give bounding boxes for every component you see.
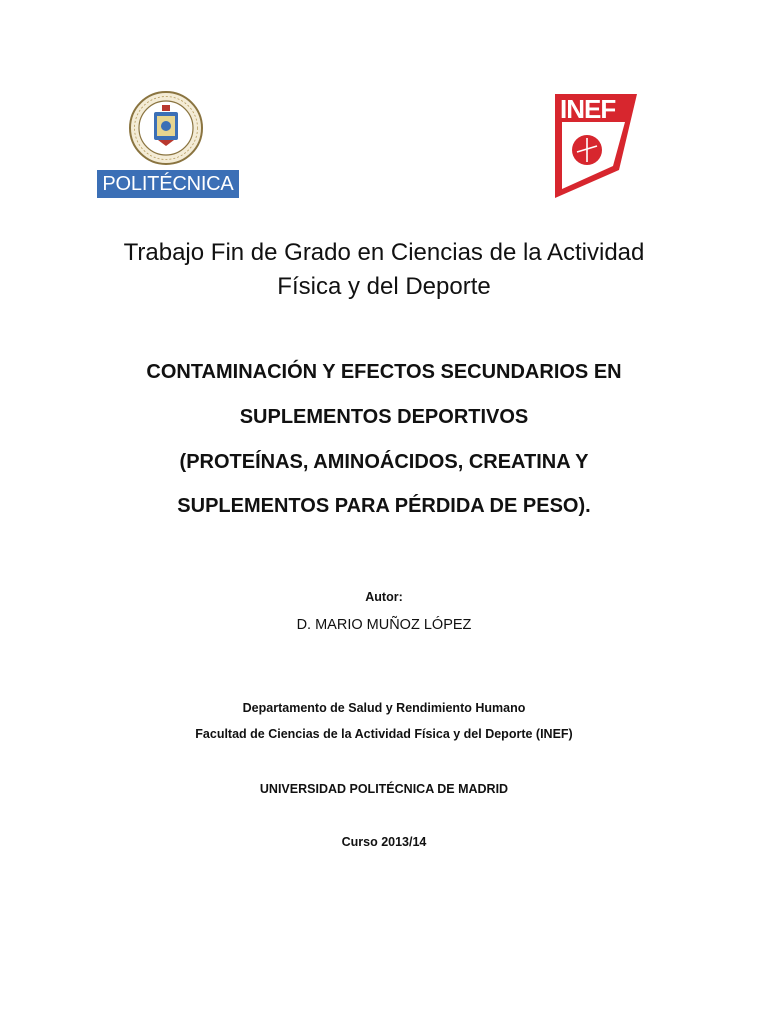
faculty: Facultad de Ciencias de la Actividad Física y del Deporte (INEF) [195,727,573,741]
subject-line-4: SUPLEMENTOS PARA PÉRDIDA DE PESO). [177,495,591,517]
upm-logo-label: POLITÉCNICA [97,170,239,198]
subject-line-2: SUPLEMENTOS DEPORTIVOS [239,406,529,428]
svg-text:INEF: INEF [560,94,616,124]
thesis-title-line-1: Trabajo Fin de Grado en Ciencias de la Actividad [123,239,645,266]
thesis-title [0,236,768,304]
inef-logo-icon [553,92,639,200]
upm-logo [97,90,239,198]
course: Curso 2013/14 [341,835,427,849]
subject-line-3: (PROTEÍNAS, AMINOÁCIDOS, CREATINA Y [179,451,589,473]
university: UNIVERSIDAD POLITÉCNICA DE MADRID [259,782,509,796]
thesis-title-line-2: Física y del Deporte [277,273,491,300]
inef-logo [553,92,639,200]
university-seal-icon [128,90,204,166]
subject-line-1: CONTAMINACIÓN Y EFECTOS SECUNDARIOS EN [146,361,622,383]
author-label: Autor: [365,590,403,604]
author-name: D. MARIO MUÑOZ LÓPEZ [296,617,472,633]
department: Departamento de Salud y Rendimiento Humano [242,701,526,715]
